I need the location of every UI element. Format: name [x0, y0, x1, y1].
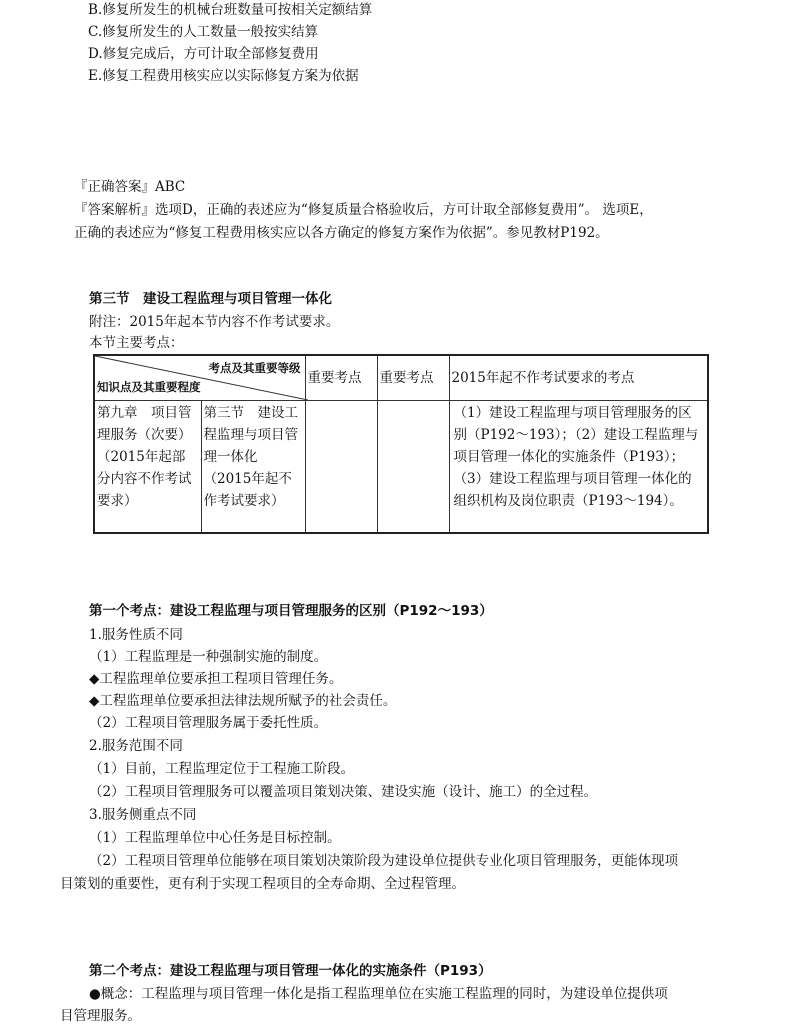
analysis-line-1: 『答案解析』选项D，正确的表述应为“修复质量合格验收后，方可计取全部修复费用”。 选项E， [74, 202, 653, 218]
corner-top-label: 考点及其重要等级 [208, 361, 301, 375]
table-corner-cell [94, 355, 305, 401]
point1-title: 第一个考点：建设工程监理与项目管理服务的区别（P192～193） [89, 603, 493, 619]
point1-line: 3.服务侧重点不同 [89, 807, 197, 823]
point1-line: （2）工程项目管理服务属于委托性质。 [89, 715, 328, 731]
cell-chapter: 第九章 项目管理服务（次要）（2015年起部分内容不作考试要求） [94, 401, 201, 533]
option-e: E.修复工程费用核实应以实际修复方案为依据 [88, 68, 359, 84]
section-note: 附注：2015年起本节内容不作考试要求。 [89, 314, 340, 330]
analysis-line-2: 正确的表述应为“修复工程费用核实应以各方确定的修复方案作为依据”。参见教材P192。 [74, 225, 609, 241]
point2-title: 第二个考点：建设工程监理与项目管理一体化的实施条件（P193） [89, 963, 492, 979]
point1-line: （2）工程项目管理服务可以覆盖项目策划决策、建设实施（设计、施工）的全过程。 [89, 784, 598, 800]
header-important-2: 重要考点 [377, 355, 449, 401]
cell-points: （1）建设工程监理与项目管理服务的区别（P192～193）；（2）建设工程监理与项目管理一体化的实施条件（P193）；（3）建设工程监理与项目管理一体化的组织机构及岗位职责（P193～194）。 [449, 401, 708, 533]
cell-section: 第三节 建设工程监理与项目管理一体化（2015年起不作考试要求） [201, 401, 305, 533]
point1-line: （1）目前，工程监理定位于工程施工阶段。 [89, 761, 355, 777]
point1-line: （1）工程监理是一种强制实施的制度。 [89, 649, 328, 665]
point1-line: 2.服务范围不同 [89, 738, 183, 754]
header-2015: 2015年起不作考试要求的考点 [449, 355, 708, 401]
cell-empty-1 [305, 401, 377, 533]
point1-line: （2）工程项目管理单位能够在项目策划决策阶段为建设单位提供专业化项目管理服务，更能体现项 [89, 853, 679, 869]
point2-line-2: 目管理服务。 [60, 1008, 141, 1024]
point1-line: ◆工程监理单位要承担工程项目管理任务。 [89, 671, 343, 687]
correct-answer: 『正确答案』ABC [74, 179, 186, 195]
header-important: 重要考点 [305, 355, 377, 401]
table-intro: 本节主要考点： [89, 335, 184, 351]
point1-line: 1.服务性质不同 [89, 627, 183, 643]
option-c: C.修复所发生的人工数量一般按实结算 [88, 24, 319, 40]
section-title: 第三节 建设工程监理与项目管理一体化 [89, 291, 332, 307]
option-b: B.修复所发生的机械台班数量可按相关定额结算 [88, 2, 373, 18]
option-d: D.修复完成后，方可计取全部修复费用 [88, 46, 319, 62]
point2-line-1: ●概念：工程监理与项目管理一体化是指工程监理单位在实施工程监理的同时，为建设单位提供项 [89, 986, 668, 1002]
cell-empty-2 [377, 401, 449, 533]
exam-points-table [93, 354, 709, 534]
point1-line: （1）工程监理单位中心任务是目标控制。 [89, 830, 341, 846]
point1-line: 目策划的重要性，更有利于实现工程项目的全寿命期、全过程管理。 [60, 876, 465, 892]
point1-line: ◆工程监理单位要承担法律法规所赋予的社会责任。 [89, 693, 397, 709]
corner-bottom-label: 知识点及其重要程度 [97, 380, 201, 394]
